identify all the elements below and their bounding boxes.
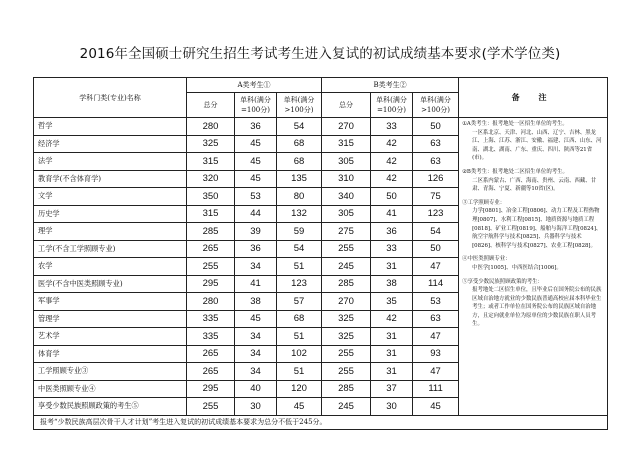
a-single-high-score: 120 bbox=[277, 380, 322, 398]
subject-name: 工学(不含工学照顾专业) bbox=[34, 240, 187, 258]
b-single-high-score: 114 bbox=[413, 275, 459, 293]
b-total-score: 305 bbox=[322, 205, 371, 223]
a-total-score: 350 bbox=[187, 188, 235, 206]
a-single-low-score: 39 bbox=[235, 223, 277, 241]
b-total-score: 285 bbox=[322, 380, 371, 398]
remarks-notes bbox=[459, 118, 608, 416]
footer-note: 报考“少数民族高层次骨干人才计划”考生进入复试的初试成绩基本要求为总分不低于245分。 bbox=[34, 415, 608, 429]
remark-note bbox=[462, 168, 604, 194]
table-row bbox=[34, 118, 608, 136]
b-single-high-score: 50 bbox=[413, 118, 459, 136]
a-total-score: 315 bbox=[187, 205, 235, 223]
b-total-score: 310 bbox=[322, 170, 371, 188]
b-total-score: 245 bbox=[322, 258, 371, 276]
a-total-score: 265 bbox=[187, 363, 235, 381]
a-total-score: 255 bbox=[187, 258, 235, 276]
b-single-low-score: 41 bbox=[371, 205, 413, 223]
subject-name: 军事学 bbox=[34, 293, 187, 311]
b-single-high-score: 63 bbox=[413, 135, 459, 153]
b-single-low-score: 36 bbox=[371, 223, 413, 241]
subject-name: 文学 bbox=[34, 188, 187, 206]
a-total-score: 335 bbox=[187, 310, 235, 328]
b-single-high-score: 45 bbox=[413, 398, 459, 416]
b-single-low-score: 33 bbox=[371, 240, 413, 258]
b-single-high-score: 47 bbox=[413, 363, 459, 381]
remark-note-body: 中医学[1005]、中西医结合[1006]。 bbox=[472, 264, 562, 271]
score-table bbox=[33, 77, 608, 430]
remark-note-body: 报考地处二区招生单位，且毕业后在国务院公布的民族区域自治地方就业的少数民族普通高校应届本科毕业生考生；或者工作单位在国务院公布的民族区域自治地方，且定向就业单位为原单位的少数民族在职人员考生。 bbox=[472, 287, 602, 328]
a-single-low-score: 30 bbox=[235, 398, 277, 416]
a-total-score: 295 bbox=[187, 275, 235, 293]
b-total-score: 255 bbox=[322, 363, 371, 381]
a-single-low-score: 34 bbox=[235, 258, 277, 276]
a-total-score: 295 bbox=[187, 380, 235, 398]
remark-note-body: 二区系内蒙古、广西、海南、贵州、云南、西藏、甘肃、青海、宁夏、新疆等10省(区)。 bbox=[472, 177, 597, 193]
b-total-header: 总分 bbox=[322, 93, 371, 118]
a-single-high-score: 68 bbox=[277, 135, 322, 153]
b-single-low-score: 31 bbox=[371, 258, 413, 276]
a-single-low-score: 45 bbox=[235, 135, 277, 153]
a-total-score: 315 bbox=[187, 153, 235, 171]
a-single-low-score: 38 bbox=[235, 293, 277, 311]
a-single-low-score: 34 bbox=[235, 328, 277, 346]
b-total-score: 275 bbox=[322, 223, 371, 241]
b-total-score: 305 bbox=[322, 153, 371, 171]
b-single-high-header: 单科(满分>100分) bbox=[413, 93, 459, 118]
a-single-high-score: 45 bbox=[277, 398, 322, 416]
a-single-high-score: 102 bbox=[277, 345, 322, 363]
b-total-score: 255 bbox=[322, 345, 371, 363]
subject-name: 哲学 bbox=[34, 118, 187, 136]
b-total-score: 325 bbox=[322, 310, 371, 328]
a-single-high-score: 123 bbox=[277, 275, 322, 293]
page-title: 2016年全国硕士研究生招生考试考生进入复试的初试成绩基本要求(学术学位类) bbox=[79, 46, 561, 62]
remark-note bbox=[462, 120, 604, 163]
b-single-high-score: 47 bbox=[413, 328, 459, 346]
b-single-high-score: 47 bbox=[413, 258, 459, 276]
b-total-score: 285 bbox=[322, 275, 371, 293]
a-total-score: 255 bbox=[187, 398, 235, 416]
b-single-low-score: 42 bbox=[371, 170, 413, 188]
b-total-score: 270 bbox=[322, 118, 371, 136]
a-total-score: 325 bbox=[187, 135, 235, 153]
b-single-low-score: 38 bbox=[371, 275, 413, 293]
remark-note bbox=[462, 278, 604, 330]
subject-name: 中医类照顾专业④ bbox=[34, 380, 187, 398]
a-single-low-score: 40 bbox=[235, 380, 277, 398]
b-total-score: 245 bbox=[322, 398, 371, 416]
b-single-high-score: 126 bbox=[413, 170, 459, 188]
a-single-high-score: 68 bbox=[277, 153, 322, 171]
a-single-high-score: 59 bbox=[277, 223, 322, 241]
b-single-low-header: 单科(满分=100分) bbox=[371, 93, 413, 118]
subject-name: 工学照顾专业③ bbox=[34, 363, 187, 381]
b-single-low-score: 31 bbox=[371, 345, 413, 363]
subject-name: 医学(不含中医类照顾专业) bbox=[34, 275, 187, 293]
subject-name: 艺术学 bbox=[34, 328, 187, 346]
remark-note bbox=[462, 199, 604, 251]
b-total-score: 315 bbox=[322, 135, 371, 153]
group-a-header: A类考生① bbox=[187, 78, 322, 93]
a-single-high-score: 51 bbox=[277, 258, 322, 276]
a-single-low-score: 36 bbox=[235, 118, 277, 136]
b-single-low-score: 33 bbox=[371, 118, 413, 136]
b-single-low-score: 50 bbox=[371, 188, 413, 206]
subject-name: 农学 bbox=[34, 258, 187, 276]
a-single-high-score: 80 bbox=[277, 188, 322, 206]
b-single-high-score: 123 bbox=[413, 205, 459, 223]
b-total-score: 325 bbox=[322, 328, 371, 346]
b-single-low-score: 30 bbox=[371, 398, 413, 416]
a-total-score: 265 bbox=[187, 345, 235, 363]
subject-name: 管理学 bbox=[34, 310, 187, 328]
remark-note-heading: ④中医类照顾专业： bbox=[462, 256, 511, 263]
remark-note bbox=[462, 255, 604, 272]
b-single-high-score: 54 bbox=[413, 223, 459, 241]
b-total-score: 270 bbox=[322, 293, 371, 311]
a-single-high-score: 51 bbox=[277, 328, 322, 346]
a-single-high-score: 68 bbox=[277, 310, 322, 328]
a-single-low-score: 41 bbox=[235, 275, 277, 293]
b-single-low-score: 31 bbox=[371, 328, 413, 346]
b-single-low-score: 42 bbox=[371, 153, 413, 171]
b-single-high-score: 93 bbox=[413, 345, 459, 363]
remark-note-heading: ③工学照顾专业： bbox=[462, 199, 506, 206]
a-total-score: 335 bbox=[187, 328, 235, 346]
subject-name: 体育学 bbox=[34, 345, 187, 363]
a-single-high-score: 54 bbox=[277, 118, 322, 136]
a-single-low-score: 44 bbox=[235, 205, 277, 223]
b-total-score: 255 bbox=[322, 240, 371, 258]
b-single-high-score: 75 bbox=[413, 188, 459, 206]
b-single-high-score: 53 bbox=[413, 293, 459, 311]
b-single-low-score: 37 bbox=[371, 380, 413, 398]
a-single-high-score: 132 bbox=[277, 205, 322, 223]
remarks-header: 备 注 bbox=[459, 78, 608, 118]
subject-name: 法学 bbox=[34, 153, 187, 171]
a-single-low-score: 45 bbox=[235, 153, 277, 171]
a-single-high-score: 135 bbox=[277, 170, 322, 188]
a-total-score: 320 bbox=[187, 170, 235, 188]
b-single-low-score: 42 bbox=[371, 135, 413, 153]
a-single-low-score: 45 bbox=[235, 310, 277, 328]
a-single-low-header: 单科(满分=100分) bbox=[235, 93, 277, 118]
a-total-header: 总分 bbox=[187, 93, 235, 118]
a-single-low-score: 34 bbox=[235, 345, 277, 363]
remark-note-heading: ①A类考生：报考地处一区招生单位的考生。 bbox=[462, 121, 568, 127]
remark-note-body: 一区系北京、天津、河北、山西、辽宁、吉林、黑龙江、上海、江苏、浙江、安徽、福建、江西、山东、河南、湖北、湖南、广东、重庆、四川、陕西等21省(市)。 bbox=[472, 129, 602, 162]
a-total-score: 285 bbox=[187, 223, 235, 241]
remark-note-heading: ②B类考生：报考地处二区招生单位的考生。 bbox=[462, 168, 568, 175]
subject-name: 享受少数民族照顾政策的考生⑤ bbox=[34, 398, 187, 416]
subject-name: 教育学(不含体育学) bbox=[34, 170, 187, 188]
a-single-low-score: 53 bbox=[235, 188, 277, 206]
a-single-high-score: 54 bbox=[277, 240, 322, 258]
b-single-low-score: 31 bbox=[371, 363, 413, 381]
b-single-low-score: 42 bbox=[371, 310, 413, 328]
subject-name: 历史学 bbox=[34, 205, 187, 223]
footer-row bbox=[34, 415, 608, 429]
a-single-high-score: 57 bbox=[277, 293, 322, 311]
a-single-high-header: 单科(满分>100分) bbox=[277, 93, 322, 118]
b-single-high-score: 63 bbox=[413, 153, 459, 171]
a-total-score: 280 bbox=[187, 118, 235, 136]
a-single-low-score: 36 bbox=[235, 240, 277, 258]
subject-name: 经济学 bbox=[34, 135, 187, 153]
a-single-low-score: 45 bbox=[235, 170, 277, 188]
a-single-low-score: 34 bbox=[235, 363, 277, 381]
b-total-score: 340 bbox=[322, 188, 371, 206]
b-single-low-score: 35 bbox=[371, 293, 413, 311]
a-total-score: 265 bbox=[187, 240, 235, 258]
b-single-high-score: 111 bbox=[413, 380, 459, 398]
subject-column-header: 学科门类(专业)名称 bbox=[34, 78, 187, 118]
a-single-high-score: 51 bbox=[277, 363, 322, 381]
subject-name: 理学 bbox=[34, 223, 187, 241]
b-single-high-score: 63 bbox=[413, 310, 459, 328]
b-single-high-score: 50 bbox=[413, 240, 459, 258]
group-b-header: B类考生② bbox=[322, 78, 459, 93]
remark-note-body: 力学[0801]、冶金工程[0806]、动力工程及工程热物理[0807]、水利工程[0815]、地质资源与地质工程[0818]、矿业工程[0819]、船舶与海洋工程[0824]、航空宇航科学与技术[0825]、兵器科学与技术[0826]、核科学与技术[0827]、农业工程[0828]。 bbox=[472, 208, 602, 249]
a-total-score: 280 bbox=[187, 293, 235, 311]
remark-note-heading: ⑤享受少数民族照顾政策的考生： bbox=[462, 278, 543, 285]
